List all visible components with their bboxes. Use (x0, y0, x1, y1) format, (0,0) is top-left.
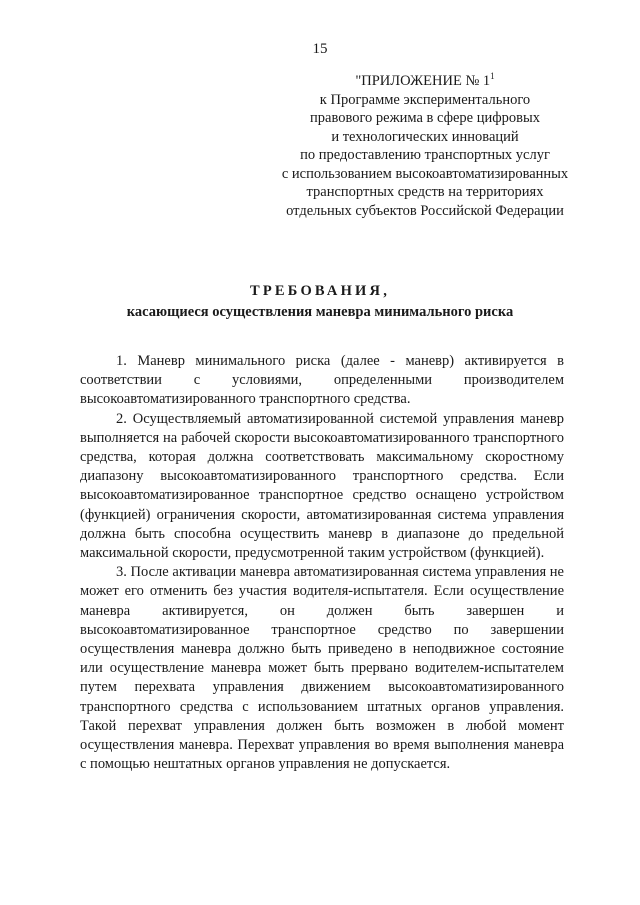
paragraph-2: 2. Осуществляемый автоматизированной системой управления маневр выполняется на рабочей скорости высокоавтоматизированного транспортного средства, которая должна соответствовать максимальному скоростному диапазону высокоавтоматизированного транспортного средства. Если высокоавтоматизированное транспортное средство оснащено устройством (функцией) ограничения скорости, автоматизированная система управления должна быть способна осуществить маневр в диапазоне до предельной максимальной скорости, предусмотренной таким устройством (функцией). (80, 410, 564, 562)
document-body (80, 352, 564, 774)
appendix-line: по предоставлению транспортных услуг (300, 147, 550, 163)
appendix-line: отдельных субъектов Российской Федерации (286, 202, 564, 219)
appendix-title-superscript: 1 (490, 71, 495, 81)
appendix-line: и технологических инноваций (331, 128, 519, 145)
appendix-line: к Программе экспериментального (319, 91, 531, 108)
document-heading: ТРЕБОВАНИЯ, (249, 283, 391, 299)
document-subheading: касающиеся осуществления маневра минимального риска (126, 304, 514, 320)
paragraph-1: 1. Маневр минимального риска (далее - маневр) активируется в соответствии с условиями, определенными производителем высокоавтоматизированного транспортного средства. (80, 353, 564, 408)
appendix-line: с использованием высокоавтоматизированных (281, 165, 569, 182)
paragraph-3: 3. После активации маневра автоматизированная система управления не может его отменить без участия водителя-испытателя. Если осуществление маневра активируется, он должен быть завершен и высокоавтоматизированное транспортное средство по завершении осуществления маневра должно быть приведено в неподвижное состояние или осуществление маневра может быть прервано водителем-испытателем путем перехвата управления движением высокоавтоматизированного транспортного средства с использованием штатных органов управления. Такой перехват управления должен быть возможен в любой момент осуществления маневра. Перехват управления во время выполнения маневра с помощью нештатных органов управления не допускается. (80, 564, 564, 773)
appendix-block (255, 72, 595, 220)
appendix-line: правового режима в сфере цифровых (310, 110, 540, 126)
appendix-title (255, 72, 595, 91)
page-number: 15 (312, 41, 328, 57)
appendix-title-text: "ПРИЛОЖЕНИЕ № 1 (355, 73, 491, 89)
appendix-line: транспортных средств на территориях (306, 184, 544, 200)
